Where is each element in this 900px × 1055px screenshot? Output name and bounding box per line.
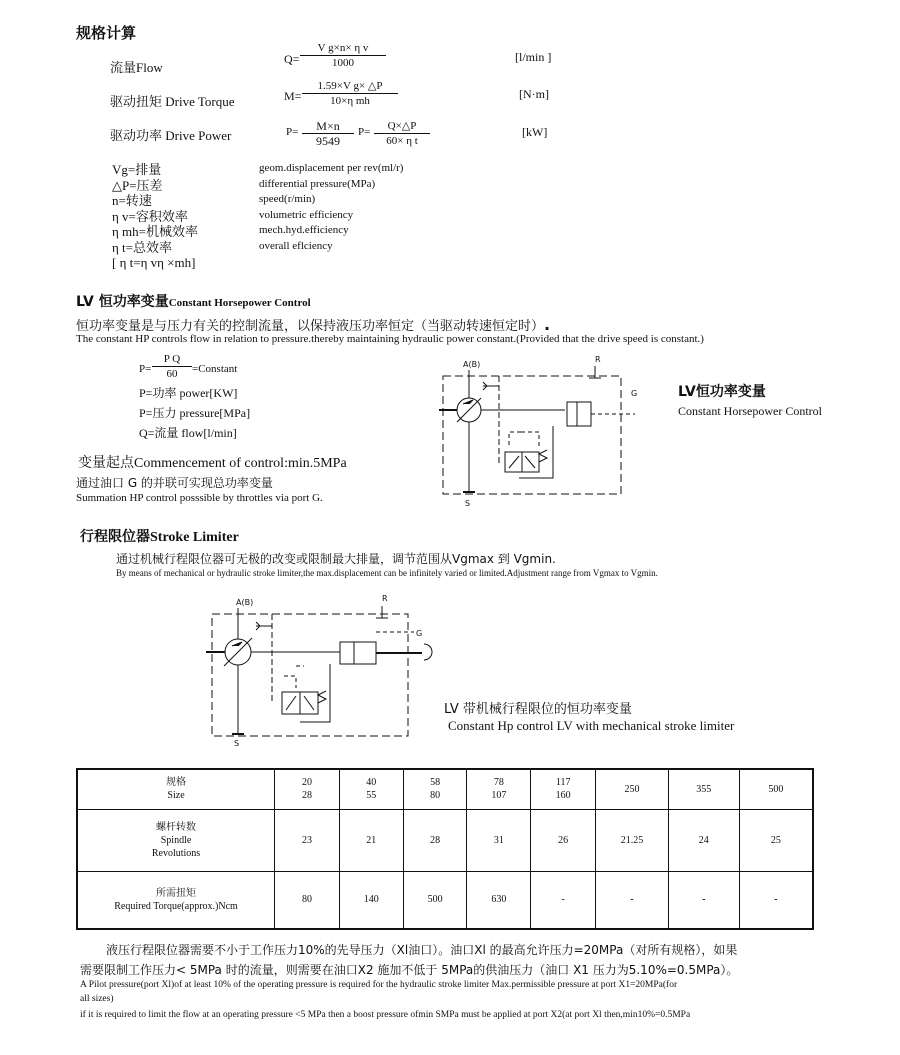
stroke-port-a: A(B) (236, 598, 254, 607)
power-numerator-2: Q×△P (387, 120, 417, 132)
stroke-side-cn: LV 带机械行程限位的恒功率变量 (444, 702, 632, 717)
table-cell: - (531, 871, 596, 929)
size-value: 250 (624, 783, 640, 795)
stroke-port-s: S (234, 739, 240, 748)
symbol-item: Vg=排量 (112, 162, 162, 177)
table-row (77, 809, 813, 871)
stroke-port-g: G (416, 629, 423, 638)
table-header-spindle (77, 809, 275, 871)
lv-schematic (435, 352, 650, 512)
symbol-desc: overall eflciency (259, 239, 333, 252)
stroke-title-cn: 行程限位器 (80, 529, 150, 545)
lv-formula-numerator: P Q (163, 353, 181, 365)
symbol-item: [ η t=η vη ×mh] (112, 255, 196, 270)
spindle-label-en: Spindle (160, 834, 192, 846)
power-fraction-1 (302, 120, 354, 147)
table-row (77, 871, 813, 929)
torque-unit: [N·m] (519, 87, 549, 101)
lv-summation-en: Summation HP control posssible by throttles via port G. (76, 492, 323, 504)
table-cell (668, 769, 739, 809)
size-value: 28 (301, 790, 312, 802)
table-cell: 21 (339, 809, 403, 871)
table-cell: 21.25 (596, 809, 669, 871)
torque-numerator: 1.59×V g× △P (317, 80, 383, 92)
symbol-item: n=转速 (112, 193, 152, 208)
symbol-item: η v=容积效率 (112, 208, 188, 224)
table-cell: 24 (668, 809, 739, 871)
lv-cylinder (567, 402, 591, 426)
lv-port-s: S (465, 499, 471, 508)
power-denominator-1: 9549 (316, 134, 340, 148)
lv-side-title: LV恒功率变量 (678, 384, 766, 400)
stroke-desc-cn: 通过机械行程限位器可无极的改变或限制最大排量，调节范围从Vgmax 到 Vgmin. (116, 552, 556, 566)
lv-valve-spring (539, 450, 547, 462)
stroke-feedback-line (300, 664, 330, 722)
torque-label: 驱动扭矩 Drive Torque (110, 94, 235, 109)
stroke-limiter-knob (424, 644, 432, 660)
stroke-tank-r (376, 606, 388, 618)
symbol-desc: differential pressure(MPa) (259, 177, 376, 190)
lv-summation-cn: 通过油口 G 的并联可实现总功率变量 (76, 476, 273, 490)
power-label: 驱动功率 Drive Power (110, 128, 232, 143)
table-cell (596, 769, 669, 809)
power-numerator-1: M×n (316, 119, 340, 133)
table-cell: 28 (403, 809, 467, 871)
symbol-desc: geom.displacement per rev(ml/r) (259, 162, 404, 174)
size-label-en: Size (167, 790, 185, 802)
stroke-valve-pilot (284, 666, 304, 688)
lv-title (76, 291, 311, 311)
table-cell: 630 (467, 871, 531, 929)
lv-formula-rhs: =Constant (192, 363, 238, 375)
table-cell (467, 769, 531, 809)
note-cn-1: 液压行程限位器需要不小于工作压力10%的先导压力（Xl油口）。油口Xl 的最高允许压力=20MPa（对所有规格），如果 (106, 943, 738, 957)
power-prefix-2: P= (358, 126, 371, 138)
stroke-schematic (200, 592, 440, 754)
table-cell: 80 (275, 871, 340, 929)
lv-formula-denominator: 60 (166, 368, 178, 380)
lv-title-en: Constant Horsepower Control (168, 297, 311, 309)
table-cell: 140 (339, 871, 403, 929)
torque-label-cn: 所需扭矩 (156, 887, 197, 899)
note-en-1: A Pilot pressure(port Xl)of at least 10% of the operating pressure is required for the hydraulic stroke limiter Max.permissible pressure at port X1=20MPa(for (80, 980, 678, 990)
note-en-3: if it is required to limit the flow at an operating pressure <5 MPa then a boost pressure ofmin SMPa must be applied at port X2(at port Xl then,min10%=0.5MPa (80, 1010, 691, 1020)
symbol-item: △P=压差 (112, 177, 163, 193)
lv-valve-pilot (509, 432, 539, 448)
lv-dashed-frame (443, 376, 621, 494)
stroke-title (80, 526, 239, 546)
size-value: 160 (555, 790, 571, 802)
size-value: 20 (301, 777, 312, 789)
table-cell (403, 769, 467, 809)
flow-prefix: Q= (284, 52, 300, 66)
stroke-pump-arrow (232, 642, 242, 646)
flow-label: 流量Flow (110, 60, 163, 75)
power-fraction-2 (374, 120, 430, 147)
size-value: 500 (768, 783, 784, 795)
spec-table (76, 768, 814, 930)
lv-side-subtitle: Constant Horsepower Control (678, 404, 822, 418)
size-value: 40 (366, 777, 377, 789)
symbol-item: η t=总效率 (112, 239, 172, 255)
lv-port-a: A(B) (463, 360, 481, 369)
stroke-title-en: Stroke Limiter (150, 530, 239, 545)
stroke-desc-en: By means of mechanical or hydraulic stroke limiter,the max.displacement can be infinitely varied or limited.Adjustment range from Vgmax to Vgmin. (116, 568, 658, 578)
size-value: 58 (430, 777, 441, 789)
table-cell (739, 769, 813, 809)
lv-title-cn: LV 恒功率变量 (76, 294, 169, 310)
torque-prefix: M= (284, 89, 302, 103)
stroke-valve-spring (318, 691, 326, 703)
stroke-valve-arrows (286, 692, 314, 714)
lv-power-def: P=功率 power[KW] (139, 386, 238, 400)
size-value: 117 (555, 777, 571, 789)
lv-pressure-def: P=压力 pressure[MPa] (139, 406, 251, 420)
lv-valve-arrows (509, 452, 535, 472)
lv-port-g: G (631, 389, 638, 398)
size-value: 55 (366, 790, 377, 802)
power-unit: [kW] (522, 125, 548, 139)
power-denominator-2: 60× η t (386, 135, 418, 147)
lv-port-r: R (595, 355, 601, 364)
flow-numerator: V g×n× η v (317, 42, 369, 54)
table-row (77, 769, 813, 809)
lv-flow-def: Q=流量 flow[l/min] (139, 426, 237, 440)
table-cell (275, 769, 340, 809)
table-header-size (77, 769, 275, 809)
table-cell: 31 (467, 809, 531, 871)
power-prefix-1: P= (286, 126, 299, 138)
table-cell: - (596, 871, 669, 929)
lv-intro-cn-text: 恒功率变量是与压力有关的控制流量，以保持液压功率恒定（当驱动转速恒定时） (76, 319, 545, 334)
symbol-desc: volumetric efficiency (259, 208, 354, 221)
spec-calc-title: 规格计算 (76, 24, 137, 42)
spindle-label-en: Revolutions (151, 847, 201, 859)
torque-label-en: Required Torque(approx.)Ncm (114, 900, 238, 912)
stroke-side-en: Constant Hp control LV with mechanical stroke limiter (448, 718, 735, 733)
size-value: 80 (430, 790, 441, 802)
symbol-list (112, 162, 198, 271)
lv-orifice (483, 382, 499, 390)
table-cell: - (668, 871, 739, 929)
stroke-port-r: R (382, 594, 388, 603)
table-cell: 26 (531, 809, 596, 871)
table-cell: 23 (275, 809, 340, 871)
flow-denominator: 1000 (332, 57, 354, 69)
lv-formula-fraction (152, 353, 192, 380)
lv-formula-prefix: P= (139, 363, 152, 375)
size-value: 78 (493, 777, 504, 789)
torque-denominator: 10×η mh (330, 95, 370, 107)
torque-fraction (302, 80, 398, 107)
table-cell (339, 769, 403, 809)
table-cell: - (739, 871, 813, 929)
lv-start: 变量起点Commencement of control:min.5MPa (78, 456, 347, 471)
table-header-torque (77, 871, 275, 929)
flow-unit: [l/min ] (515, 50, 552, 64)
symbol-desc-list (259, 161, 403, 254)
table-cell (531, 769, 596, 809)
lv-pump-arrow (463, 400, 473, 404)
note-en-2: all sizes) (80, 994, 114, 1004)
size-value: 107 (491, 790, 507, 802)
flow-fraction (300, 42, 386, 69)
size-value: 355 (696, 783, 712, 795)
stroke-pump-variable (224, 638, 252, 666)
stroke-orifice (256, 622, 272, 630)
size-label-cn: 规格 (166, 777, 187, 789)
table-cell: 25 (739, 809, 813, 871)
spindle-label-cn: 螺杆转数 (156, 821, 197, 833)
symbol-desc: mech.hyd.efficiency (259, 224, 349, 236)
stroke-cylinder (340, 642, 376, 664)
lv-intro-en: The constant HP controls flow in relation to pressure.thereby maintaining hydraulic power constant.(Provided that the drive speed is constant.) (76, 333, 704, 345)
note-cn-2: 需要限制工作压力< 5MPa 时的流量，则需要在油口X2 施加不低于 5MPa的供油压力（油口 X1 压力为5.10%=0.5MPa）。 (80, 963, 739, 977)
lv-intro-cn (76, 315, 550, 334)
symbol-desc: speed(r/min) (259, 193, 316, 205)
symbol-item: η mh=机械效率 (112, 224, 198, 239)
lv-intro-dot: . (544, 315, 551, 334)
table-cell: 500 (403, 871, 467, 929)
